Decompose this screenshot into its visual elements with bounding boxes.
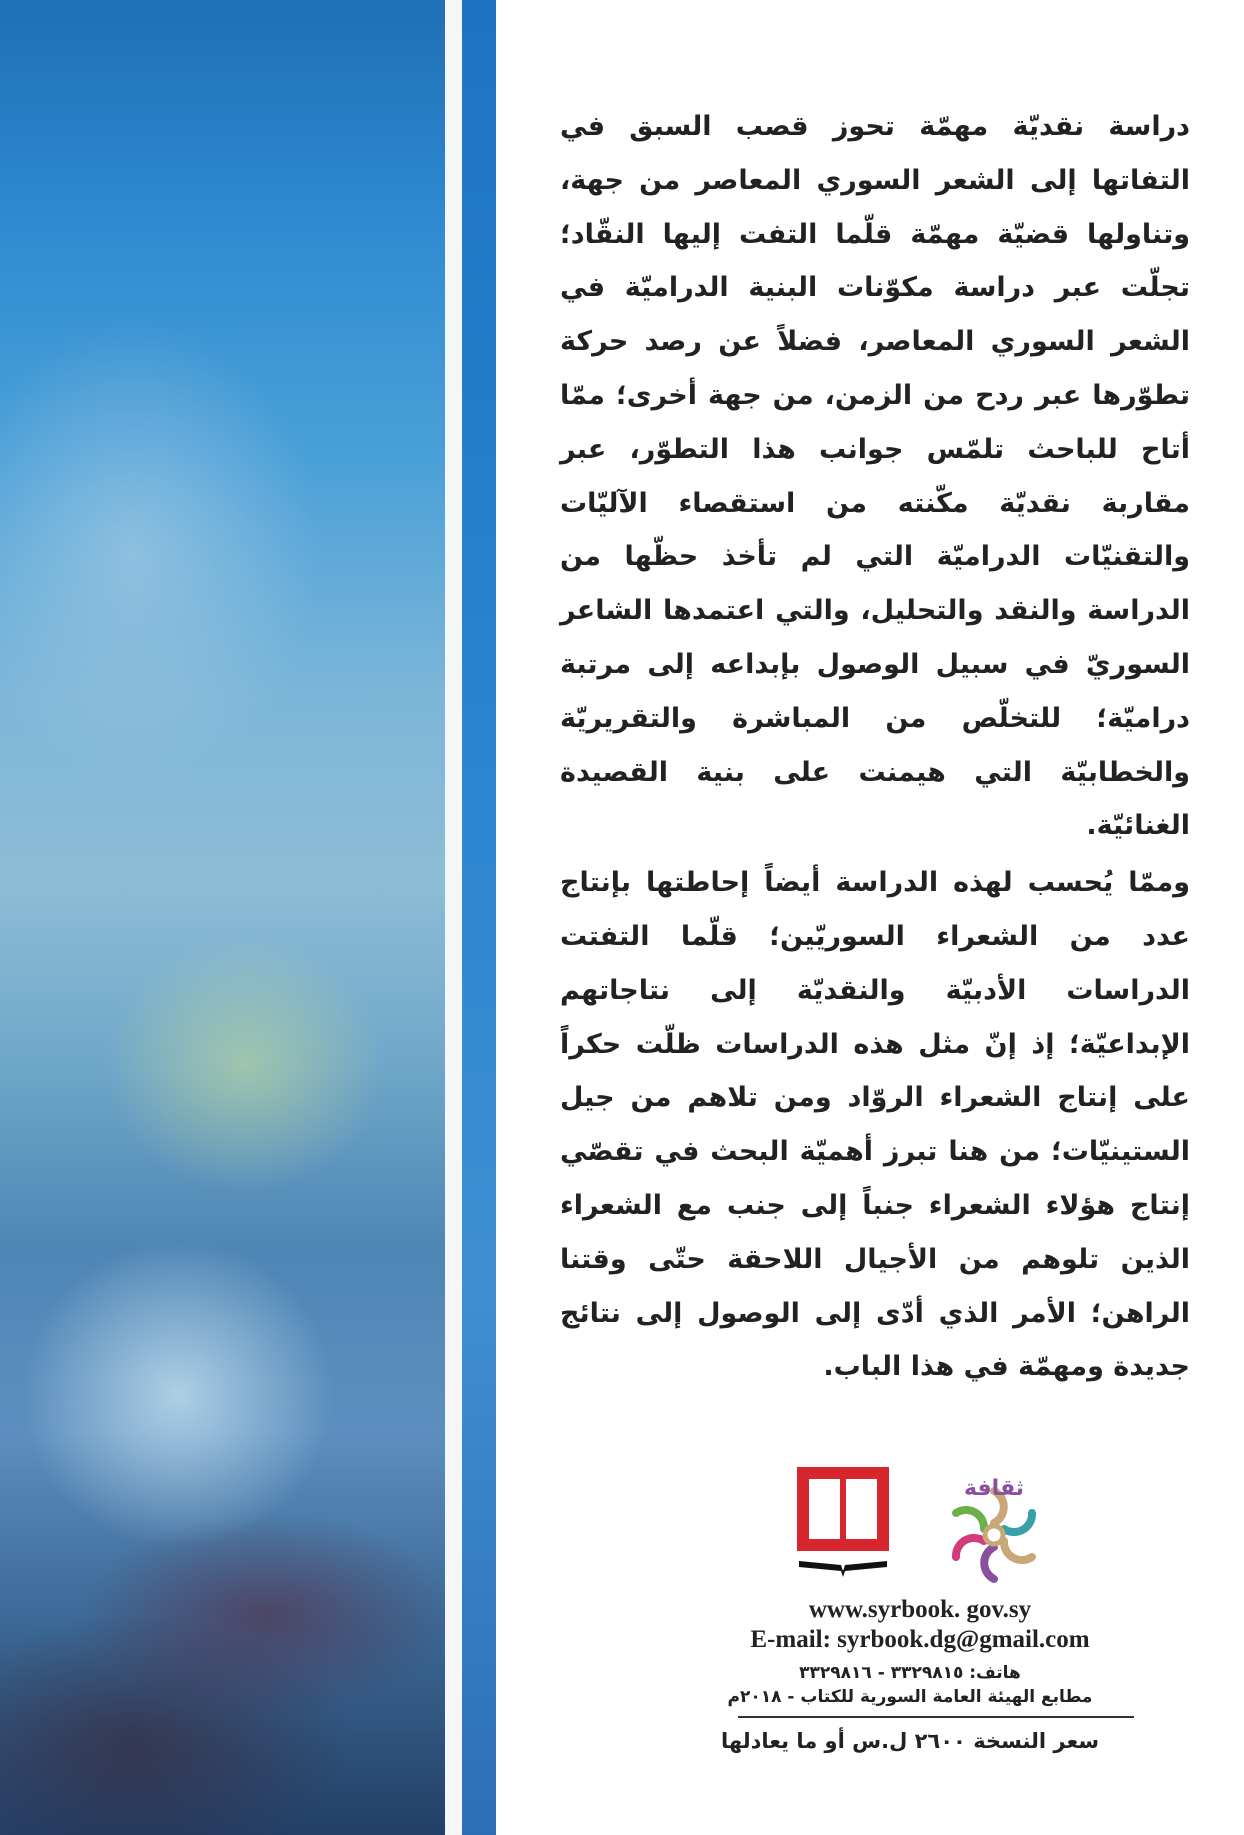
blurb-paragraph-2: وممّا يُحسب لهذه الدراسة أيضاً إحاطتها بإنتاج عدد من الشعراء السوريّين؛ قلّما التفتت الدراسات الأدبيّة والنقديّة إلى نتاجاتهم الإبداعيّة؛ إذ إنّ مثل هذه الدراسات ظلّت حكراً على إنتاج الشعراء الروّاد ومن تلاهم من جيل الستينيّات؛ من هنا تبرز أهميّة البحث في تقصّي إنتاج هؤلاء الشعراء جنباً إلى جنب مع الشعراء الذين تلوهم من الأجيال اللاحقة حتّى وقتنا الراهن؛ الأمر الذي أدّى إلى الوصول إلى نتائج جديدة ومهمّة في هذا الباب. xyxy=(560,867,1190,1383)
divider-line xyxy=(738,1716,1134,1718)
blurb-paragraph-1: دراسة نقديّة مهمّة تحوز قصب السبق في التفاتها إلى الشعر السوري المعاصر من جهة، وتناولها قضيّة مهمّة قلّما التفت إليها النقّاد؛ تجلّت عبر دراسة مكوّنات البنية الدراميّة في الشعر السوري المعاصر، فضلاً عن رصد حركة تطوّرها عبر ردح من الزمن، من جهة أخرى؛ ممّا أتاح للباحث تلمّس جوانب هذا التطوّر، عبر مقاربة نقديّة مكّنته من استقصاء الآليّات والتقنيّات الدراميّة التي لم تأخذ حظّها من الدراسة والنقد والتحليل، والتي اعتمدها الشاعر السوريّ في سبيل الوصول بإبداعه إلى مرتبة دراميّة؛ للتخلّص من المباشرة والتقريريّة والخطابيّة التي هيمنت على بنية القصيدة الغنائيّة. xyxy=(560,111,1190,842)
blurb-text xyxy=(560,100,1190,1394)
website-url[interactable]: www.syrbook. gov.sy xyxy=(808,1596,1032,1623)
phone-numbers: هاتف: ٣٣٢٩٨١٥ - ٣٣٢٩٨١٦ xyxy=(799,1663,1021,1683)
printer-credit: مطابع الهيئة العامة السورية للكتاب - ٢٠١٨م xyxy=(727,1687,1093,1707)
culture-logo-text: ثقافة xyxy=(963,1476,1025,1501)
book-logo-icon xyxy=(795,1465,891,1583)
price-label: سعر النسخة ٢٦٠٠ ل.س أو ما يعادلها xyxy=(721,1729,1099,1753)
culture-flower-logo-icon xyxy=(935,1465,1053,1593)
publisher-logos xyxy=(0,1465,1244,1595)
email-address[interactable]: E-mail: syrbook.dg@gmail.com xyxy=(750,1626,1090,1653)
